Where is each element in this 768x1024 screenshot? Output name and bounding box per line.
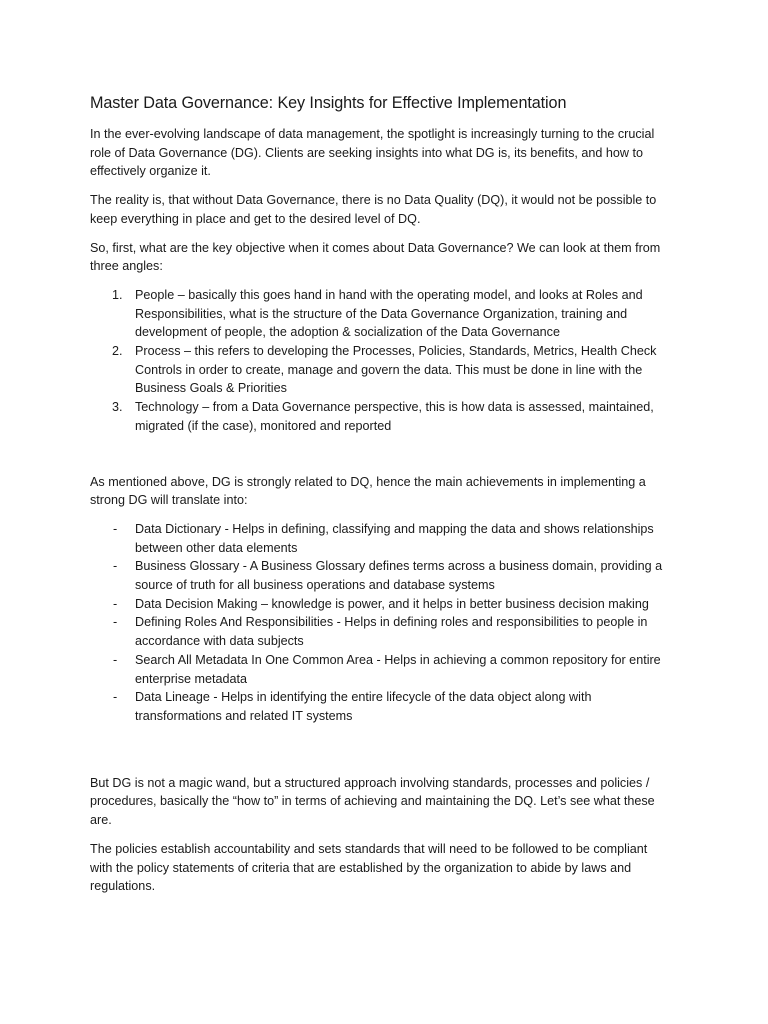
list-bullet: - (113, 652, 118, 667)
list-item-text: Data Lineage - Helps in identifying the entire lifecycle of the data object along with transformations and related IT systems (135, 690, 592, 723)
list-item (90, 286, 672, 342)
spacer (90, 736, 672, 774)
list-item-text: Data Dictionary - Helps in defining, classifying and mapping the data and shows relationships between other data elements (135, 521, 654, 555)
list-item (90, 557, 672, 594)
list-item-text: Technology – from a Data Governance perspective, this is how data is assessed, maintained, migrated (if the case), monitored and reported (135, 400, 654, 433)
list-number: 2. (112, 344, 123, 359)
list-number: 1. (112, 287, 123, 302)
list-item (90, 398, 672, 435)
list-item-text: Search All Metadata In One Common Area - Helps in achieving a common repository for entire enterprise metadata (135, 652, 661, 686)
list-item (90, 342, 672, 398)
list-item (90, 595, 672, 614)
list-bullet: - (113, 596, 118, 611)
reality-paragraph: The reality is, that without Data Governance, there is no Data Quality (DQ), it would not be possible to keep everything in place and get to the desired level of DQ. (90, 193, 657, 226)
list-item (90, 613, 672, 650)
angles-list (90, 286, 672, 436)
list-item-text: Defining Roles And Responsibilities - Helps in defining roles and responsibilities to people in accordance with data subjects (135, 615, 648, 649)
list-item-text: Business Glossary - A Business Glossary defines terms across a business domain, providing a source of truth for all business operations and database systems (135, 559, 663, 593)
intro-paragraph: In the ever-evolving landscape of data management, the spotlight is increasingly turning to the crucial role of Data Governance (DG). Clients are seeking insights into what DG is, its benefits, and how to effectively organize it. (90, 127, 655, 179)
list-bullet: - (113, 559, 118, 574)
page-title: Master Data Governance: Key Insights for Effective Implementation (90, 94, 567, 112)
list-item (90, 651, 672, 688)
policies-paragraph: The policies establish accountability and sets standards that will need to be followed to be compliant with the policy statements of criteria that are established by the organization to abide by laws and regulations. (90, 841, 648, 894)
list-item-text: Process – this refers to developing the Processes, Policies, Standards, Metrics, Health Check Controls in order to create, manage and govern the data. This must be done in line with the Business Goals & Priorities (135, 344, 657, 396)
objectives-intro-paragraph: So, first, what are the key objective when it comes about Data Governance? We can look at them from three angles: (90, 240, 661, 274)
list-item (90, 520, 672, 557)
list-bullet: - (113, 521, 118, 536)
list-item-text: People – basically this goes hand in hand with the operating model, and looks at Roles and Responsibilities, what is the structure of the Data Governance Organization, training and development of people, the adoption & socialization of the Data Governance (135, 287, 643, 340)
list-bullet: - (113, 690, 118, 705)
achievements-intro-paragraph: As mentioned above, DG is strongly related to DQ, hence the main achievements in implementing a strong DG will translate into: (90, 474, 646, 508)
magic-wand-paragraph: But DG is not a magic wand, but a structured approach involving standards, processes and policies / procedures, basically the “how to” in terms of achieving and maintaining the DQ. Let’s see what these are. (90, 775, 655, 828)
list-number: 3. (112, 400, 123, 415)
list-item (90, 688, 672, 725)
achievements-list (90, 520, 672, 726)
list-item-text: Data Decision Making – knowledge is power, and it helps in better business decision making (135, 596, 649, 611)
spacer (90, 446, 672, 473)
document-body (90, 92, 672, 906)
list-bullet: - (113, 615, 118, 630)
